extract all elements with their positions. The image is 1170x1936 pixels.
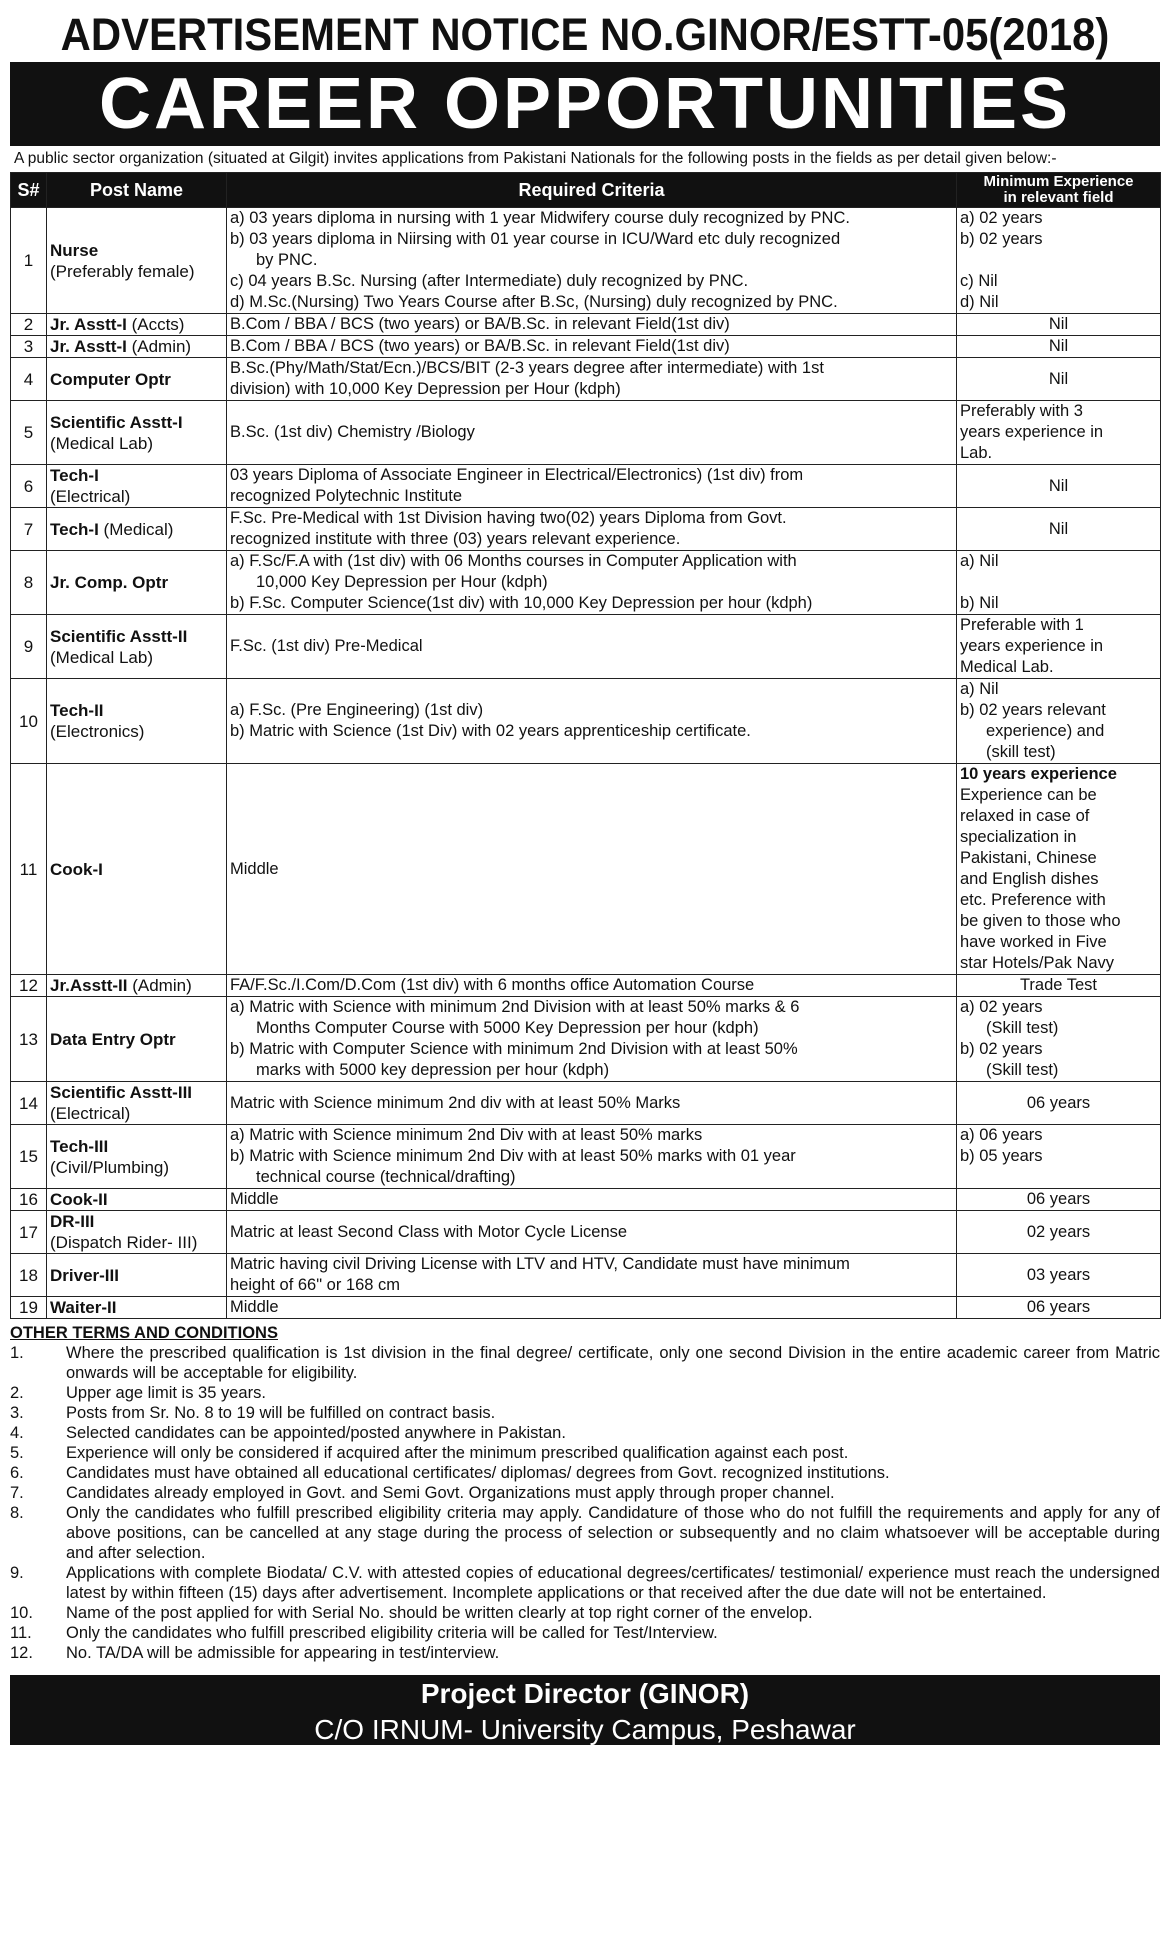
post-subtitle: (Admin) <box>132 976 192 995</box>
table-row <box>11 764 1161 975</box>
term-item <box>10 1563 1160 1603</box>
term-item <box>10 1343 1160 1383</box>
post-title: Scientific Asstt-I <box>50 412 183 432</box>
criteria-line: height of 66" or 168 cm <box>230 1276 401 1294</box>
term-number: 4. <box>10 1424 24 1442</box>
intro-text: A public sector organization (situated at Gilgit) invites applications from Pakistani Nationals for the following posts in the fields as per detail given below:- <box>14 150 1057 167</box>
criteria-line: B.Sc. (1st div) Chemistry /Biology <box>230 423 475 441</box>
post-title: Jr. Comp. Optr <box>50 573 169 592</box>
criteria-line: recognized institute with three (03) years relevant experience. <box>230 530 681 548</box>
experience-line: b) 02 years <box>960 230 1043 248</box>
row-post-name <box>47 997 227 1082</box>
term-item <box>10 1443 1160 1463</box>
post-subtitle: (Electrical) <box>50 1104 131 1123</box>
criteria-line: a) Matric with Science minimum 2nd Div with at least 50% marks <box>230 1126 703 1144</box>
experience-line: Lab. <box>960 444 993 462</box>
term-number: 8. <box>10 1504 24 1522</box>
table-row <box>11 358 1161 401</box>
row-serial-number: 18 <box>11 1254 47 1297</box>
post-title: Tech-I <box>50 466 99 485</box>
table-row <box>11 997 1161 1082</box>
row-minimum-experience <box>957 358 1161 401</box>
post-subtitle: (Electronics) <box>50 722 145 741</box>
criteria-line: a) Matric with Science with minimum 2nd Division with at least 50% marks & 6 <box>230 998 800 1016</box>
notice-title: ADVERTISEMENT NOTICE NO.GINOR/ESTT-05(2018) <box>60 9 1110 60</box>
career-banner: CAREER OPPORTUNITIES <box>10 62 1160 146</box>
criteria-line: division) with 10,000 Key Depression per Hour (kdph) <box>230 380 621 398</box>
row-post-name <box>47 1125 227 1189</box>
row-serial-number: 14 <box>11 1082 47 1125</box>
criteria-line: by PNC. <box>256 251 318 269</box>
row-minimum-experience <box>957 314 1161 336</box>
table-row <box>11 551 1161 615</box>
post-subtitle: (Dispatch Rider- III) <box>50 1233 198 1252</box>
row-serial-number: 13 <box>11 997 47 1082</box>
row-post-name <box>47 465 227 508</box>
row-required-criteria <box>227 551 957 615</box>
experience-line: a) Nil <box>960 680 999 698</box>
experience-line: a) 02 years <box>960 209 1043 227</box>
header-minimum-experience <box>957 173 1161 208</box>
term-number: 7. <box>10 1484 24 1502</box>
criteria-line: Middle <box>230 1298 279 1316</box>
row-minimum-experience <box>957 336 1161 358</box>
row-serial-number: 9 <box>11 615 47 679</box>
criteria-line: 03 years Diploma of Associate Engineer in Electrical/Electronics) (1st div) from <box>230 466 804 484</box>
post-title: Cook-II <box>50 1190 108 1209</box>
experience-line: c) Nil <box>960 272 998 290</box>
experience-line: 06 years <box>1026 1298 1091 1316</box>
term-text: Upper age limit is 35 years. <box>66 1384 266 1402</box>
term-item <box>10 1423 1160 1443</box>
post-subtitle: (Preferably female) <box>50 261 195 281</box>
row-post-name <box>47 1297 227 1319</box>
terms-section <box>10 1323 1160 1663</box>
row-required-criteria <box>227 465 957 508</box>
term-item <box>10 1603 1160 1623</box>
criteria-line: a) F.Sc. (Pre Engineering) (1st div) <box>230 701 484 719</box>
row-minimum-experience <box>957 764 1161 975</box>
term-number: 3. <box>10 1404 24 1422</box>
row-required-criteria <box>227 208 957 314</box>
criteria-line: a) F.Sc/F.A with (1st div) with 06 Months courses in Computer Application with <box>230 552 797 570</box>
experience-line: (skill test) <box>986 743 1056 761</box>
experience-line: relaxed in case of <box>960 807 1090 825</box>
row-minimum-experience <box>957 1189 1161 1211</box>
experience-line: years experience in <box>960 423 1104 441</box>
criteria-line: B.Com / BBA / BCS (two years) or BA/B.Sc. in relevant Field(1st div) <box>230 337 730 355</box>
experience-line: (Skill test) <box>986 1019 1059 1037</box>
post-subtitle: (Medical) <box>103 519 174 539</box>
table-header-row <box>11 173 1161 208</box>
criteria-line: c) 04 years B.Sc. Nursing (after Intermediate) duly recognized by PNC. <box>230 272 749 290</box>
row-post-name <box>47 508 227 551</box>
term-text: Only the candidates who fulfill prescribed eligibility criteria may apply. Candidature of those who do not fulfill the requirements and apply for any of above positions, can be cancelled at any stage during the process of selection or subsequently and no claim whatsoever will be acceptable during and after selection. <box>66 1504 1160 1562</box>
criteria-line: Middle <box>230 859 279 878</box>
criteria-line: marks with 5000 key depression per hour (kdph) <box>256 1061 610 1079</box>
row-serial-number: 15 <box>11 1125 47 1189</box>
header-experience-line2: in relevant field <box>1003 189 1114 206</box>
post-title: Cook-I <box>50 859 103 879</box>
row-serial-number: 7 <box>11 508 47 551</box>
table-row <box>11 401 1161 465</box>
footer-line2: C/O IRNUM- University Campus, Peshawar <box>314 1714 856 1745</box>
experience-line: Nil <box>1048 476 1069 495</box>
row-post-name <box>47 1189 227 1211</box>
post-subtitle: (Medical Lab) <box>50 433 153 453</box>
post-title: Waiter-II <box>50 1298 117 1317</box>
row-minimum-experience <box>957 1082 1161 1125</box>
row-serial-number: 17 <box>11 1211 47 1254</box>
row-post-name <box>47 358 227 401</box>
term-number: 2. <box>10 1384 24 1402</box>
footer-banner <box>10 1675 1160 1745</box>
term-item <box>10 1503 1160 1563</box>
experience-line: specialization in <box>960 828 1077 846</box>
table-row <box>11 1254 1161 1297</box>
terms-heading: OTHER TERMS AND CONDITIONS <box>10 1324 278 1342</box>
posts-table-body <box>11 208 1161 1319</box>
row-serial-number: 8 <box>11 551 47 615</box>
row-minimum-experience <box>957 1297 1161 1319</box>
row-minimum-experience <box>957 1254 1161 1297</box>
experience-line <box>960 1167 1157 1188</box>
post-title: Driver-III <box>50 1265 119 1285</box>
experience-line: star Hotels/Pak Navy <box>960 954 1115 972</box>
header-post-name: Post Name <box>47 173 227 208</box>
term-text: Name of the post applied for with Serial No. should be written clearly at top right corner of the envelop. <box>66 1604 813 1622</box>
row-required-criteria <box>227 997 957 1082</box>
table-row <box>11 1297 1161 1319</box>
experience-line: Nil <box>1048 519 1069 538</box>
row-minimum-experience <box>957 1125 1161 1189</box>
experience-line: Preferably with 3 <box>960 402 1083 420</box>
post-subtitle: (Electrical) <box>50 487 131 506</box>
term-text: Where the prescribed qualification is 1st division in the final degree/ certificate, only one second Division in the entire academic career from Matric onwards will be acceptable for eligibility. <box>66 1344 1160 1382</box>
row-post-name <box>47 551 227 615</box>
table-row <box>11 314 1161 336</box>
term-text: No. TA/DA will be admissible for appearing in test/interview. <box>66 1644 500 1662</box>
row-minimum-experience <box>957 551 1161 615</box>
experience-line: experience) and <box>986 722 1105 740</box>
row-minimum-experience <box>957 508 1161 551</box>
row-minimum-experience <box>957 465 1161 508</box>
row-required-criteria <box>227 1189 957 1211</box>
advertisement-page <box>10 10 1160 1745</box>
experience-line: Nil <box>1048 369 1069 388</box>
footer-line1: Project Director (GINOR) <box>420 1678 750 1709</box>
experience-line: Medical Lab. <box>960 658 1054 676</box>
post-title: Tech-II <box>50 701 104 720</box>
criteria-line: b) F.Sc. Computer Science(1st div) with 10,000 Key Depression per hour (kdph) <box>230 594 813 612</box>
term-text: Only the candidates who fulfill prescribed eligibility criteria will be called for Test/Interview. <box>66 1624 718 1642</box>
criteria-line: F.Sc. (1st div) Pre-Medical <box>230 637 423 655</box>
row-required-criteria <box>227 1254 957 1297</box>
row-serial-number: 19 <box>11 1297 47 1319</box>
row-minimum-experience <box>957 208 1161 314</box>
post-title: Jr.Asstt-II <box>50 976 128 995</box>
experience-line: 03 years <box>1026 1265 1091 1284</box>
criteria-line: b) Matric with Computer Science with minimum 2nd Division with at least 50% <box>230 1040 798 1058</box>
table-row <box>11 679 1161 764</box>
term-item <box>10 1623 1160 1643</box>
criteria-line: b) Matric with Science minimum 2nd Div with at least 50% marks with 01 year <box>230 1147 796 1165</box>
row-post-name <box>47 679 227 764</box>
row-post-name <box>47 975 227 997</box>
row-minimum-experience <box>957 1211 1161 1254</box>
criteria-line: B.Sc.(Phy/Math/Stat/Ecn.)/BCS/BIT (2-3 years degree after intermediate) with 1st <box>230 359 824 377</box>
table-row <box>11 1211 1161 1254</box>
term-item <box>10 1383 1160 1403</box>
term-text: Candidates already employed in Govt. and Semi Govt. Organizations must apply through proper channel. <box>66 1484 835 1502</box>
row-serial-number: 16 <box>11 1189 47 1211</box>
table-row <box>11 208 1161 314</box>
post-subtitle: (Medical Lab) <box>50 647 153 667</box>
header-experience-line1: Minimum Experience <box>983 173 1134 190</box>
table-row <box>11 1125 1161 1189</box>
row-serial-number: 10 <box>11 679 47 764</box>
term-number: 6. <box>10 1464 24 1482</box>
experience-line: 02 years <box>1026 1222 1091 1241</box>
post-title: DR-III <box>50 1212 95 1231</box>
row-post-name <box>47 314 227 336</box>
row-minimum-experience <box>957 975 1161 997</box>
experience-line: 06 years <box>1026 1190 1091 1208</box>
term-number: 5. <box>10 1444 24 1462</box>
term-text: Candidates must have obtained all educational certificates/ diplomas/ degrees from Govt. recognized institutions. <box>66 1464 890 1482</box>
term-text: Applications with complete Biodata/ C.V. with attested copies of educational degrees/certificates/ testimonial/ experience must reach the undersigned latest by within fifteen (15) days after advertisement. Incomplete applications or that received after the due date will not be entertained. <box>66 1564 1160 1602</box>
term-number: 9. <box>10 1564 24 1582</box>
term-number: 12. <box>10 1644 33 1662</box>
row-required-criteria <box>227 679 957 764</box>
criteria-line: F.Sc. Pre-Medical with 1st Division having two(02) years Diploma from Govt. <box>230 509 787 527</box>
row-serial-number: 5 <box>11 401 47 465</box>
row-minimum-experience <box>957 615 1161 679</box>
criteria-line: Matric at least Second Class with Motor Cycle License <box>230 1222 628 1241</box>
experience-line: Nil <box>1048 337 1069 355</box>
term-item <box>10 1483 1160 1503</box>
header-required-criteria: Required Criteria <box>227 173 957 208</box>
experience-line: b) 02 years relevant <box>960 701 1106 719</box>
criteria-line: Months Computer Course with 5000 Key Depression per hour (kdph) <box>256 1019 759 1037</box>
term-text: Experience will only be considered if acquired after the minimum prescribed qualification against each post. <box>66 1444 849 1462</box>
table-row <box>11 508 1161 551</box>
row-serial-number: 4 <box>11 358 47 401</box>
row-serial-number: 12 <box>11 975 47 997</box>
table-row <box>11 336 1161 358</box>
row-serial-number: 1 <box>11 208 47 314</box>
row-serial-number: 3 <box>11 336 47 358</box>
post-title: Jr. Asstt-I <box>50 315 127 334</box>
criteria-line: 10,000 Key Depression per Hour (kdph) <box>256 573 548 591</box>
post-subtitle: (Civil/Plumbing) <box>50 1157 170 1177</box>
row-serial-number: 2 <box>11 314 47 336</box>
row-serial-number: 6 <box>11 465 47 508</box>
experience-line: a) 06 years <box>960 1126 1043 1144</box>
experience-line: years experience in <box>960 637 1104 655</box>
row-required-criteria <box>227 1082 957 1125</box>
row-required-criteria <box>227 508 957 551</box>
row-required-criteria <box>227 358 957 401</box>
term-number: 11. <box>10 1624 32 1642</box>
experience-line: and English dishes <box>960 870 1099 888</box>
table-row <box>11 1082 1161 1125</box>
row-required-criteria <box>227 615 957 679</box>
row-minimum-experience <box>957 401 1161 465</box>
term-number: 10. <box>10 1604 33 1622</box>
term-item <box>10 1463 1160 1483</box>
experience-line: Nil <box>1048 315 1069 333</box>
criteria-line: FA/F.Sc./I.Com/D.Com (1st div) with 6 months office Automation Course <box>230 976 755 994</box>
row-required-criteria <box>227 1297 957 1319</box>
experience-line: etc. Preference with <box>960 891 1106 909</box>
term-item <box>10 1403 1160 1423</box>
terms-list <box>10 1343 1160 1663</box>
post-title: Scientific Asstt-II <box>50 626 188 646</box>
criteria-line: b) Matric with Science (1st Div) with 02 years apprenticeship certificate. <box>230 722 751 740</box>
experience-line: Trade Test <box>1019 976 1098 994</box>
criteria-line: technical course (technical/drafting) <box>256 1168 516 1186</box>
experience-line: b) 02 years <box>960 1040 1043 1058</box>
post-title: Scientific Asstt-III <box>50 1083 193 1102</box>
criteria-line: B.Com / BBA / BCS (two years) or BA/B.Sc. in relevant Field(1st div) <box>230 315 730 333</box>
criteria-line: Matric with Science minimum 2nd div with at least 50% Marks <box>230 1093 681 1112</box>
row-post-name <box>47 764 227 975</box>
post-title: Tech-III <box>50 1136 109 1156</box>
experience-line: a) Nil <box>960 552 999 570</box>
post-title: Nurse <box>50 240 99 260</box>
post-title: Computer Optr <box>50 369 171 389</box>
criteria-line: b) 03 years diploma in Niirsing with 01 year course in ICU/Ward etc duly recognized <box>230 230 841 248</box>
experience-line: have worked in Five <box>960 933 1107 951</box>
term-text: Selected candidates can be appointed/posted anywhere in Pakistan. <box>66 1424 566 1442</box>
experience-line <box>960 250 1157 271</box>
row-post-name <box>47 615 227 679</box>
term-item <box>10 1643 1160 1663</box>
row-post-name <box>47 208 227 314</box>
row-serial-number: 11 <box>11 764 47 975</box>
criteria-line: Matric having civil Driving License with LTV and HTV, Candidate must have minimum <box>230 1255 850 1273</box>
table-row <box>11 1189 1161 1211</box>
row-post-name <box>47 1211 227 1254</box>
row-required-criteria <box>227 314 957 336</box>
row-required-criteria <box>227 1125 957 1189</box>
experience-line: Experience can be <box>960 786 1097 804</box>
row-required-criteria <box>227 336 957 358</box>
row-required-criteria <box>227 401 957 465</box>
criteria-line: d) M.Sc.(Nursing) Two Years Course after B.Sc, (Nursing) duly recognized by PNC. <box>230 293 838 311</box>
row-post-name <box>47 401 227 465</box>
header-sn: S# <box>11 173 47 208</box>
experience-line: b) 05 years <box>960 1147 1043 1165</box>
row-post-name <box>47 1254 227 1297</box>
posts-table <box>10 172 1161 1319</box>
term-number: 1. <box>10 1344 24 1362</box>
experience-line: a) 02 years <box>960 998 1043 1016</box>
experience-line: 06 years <box>1026 1093 1091 1112</box>
row-required-criteria <box>227 764 957 975</box>
experience-line <box>960 572 1157 593</box>
table-row <box>11 465 1161 508</box>
criteria-line: a) 03 years diploma in nursing with 1 year Midwifery course duly recognized by PNC. <box>230 209 850 227</box>
experience-line: Preferable with 1 <box>960 616 1084 634</box>
row-minimum-experience <box>957 679 1161 764</box>
post-title: Tech-I <box>50 519 99 539</box>
experience-line: be given to those who <box>960 912 1121 930</box>
experience-line: Pakistani, Chinese <box>960 849 1097 867</box>
experience-line: b) Nil <box>960 594 999 612</box>
post-title: Data Entry Optr <box>50 1029 176 1049</box>
row-minimum-experience <box>957 997 1161 1082</box>
row-required-criteria <box>227 975 957 997</box>
row-required-criteria <box>227 1211 957 1254</box>
table-row <box>11 615 1161 679</box>
experience-highlight: 10 years experience <box>960 765 1117 783</box>
table-row <box>11 975 1161 997</box>
criteria-line: recognized Polytechnic Institute <box>230 487 463 505</box>
row-post-name <box>47 1082 227 1125</box>
row-post-name <box>47 336 227 358</box>
experience-line: d) Nil <box>960 293 999 311</box>
post-subtitle: (Accts) <box>131 315 185 334</box>
experience-line: (Skill test) <box>986 1061 1059 1079</box>
post-title: Jr. Asstt-I <box>50 337 127 356</box>
post-subtitle: (Admin) <box>131 337 192 356</box>
criteria-line: Middle <box>230 1190 279 1208</box>
term-text: Posts from Sr. No. 8 to 19 will be fulfilled on contract basis. <box>66 1404 496 1422</box>
